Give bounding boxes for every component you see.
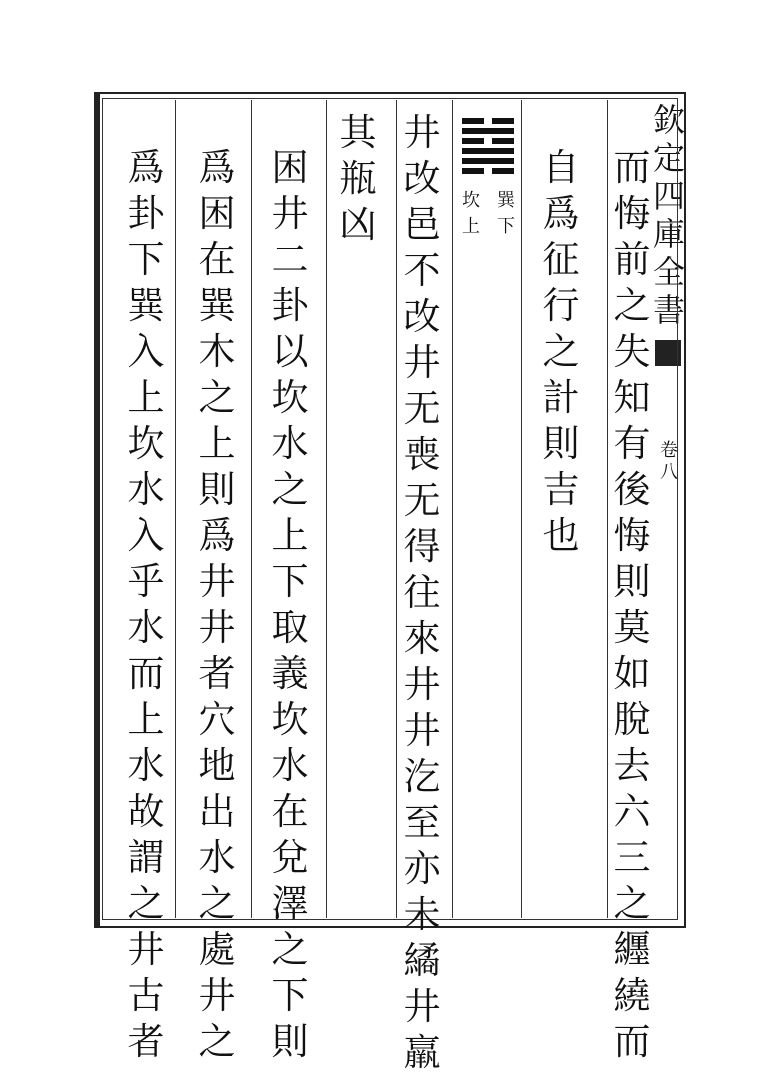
- glyph: 庫: [652, 215, 685, 253]
- glyph: 繘: [403, 939, 441, 982]
- small-note-lower: [462, 188, 480, 240]
- glyph: 井: [403, 985, 441, 1028]
- glyph: 之: [542, 330, 580, 373]
- glyph: 而: [127, 652, 165, 695]
- page-frame: [96, 92, 686, 928]
- glyph: 水: [127, 468, 165, 511]
- glyph: 坎: [271, 698, 309, 741]
- glyph: 去: [613, 744, 651, 787]
- glyph: 井: [198, 560, 236, 603]
- column-rule: [521, 100, 522, 918]
- glyph: 井: [198, 974, 236, 1017]
- glyph: 在: [271, 790, 309, 833]
- glyph: 繞: [613, 974, 651, 1017]
- text-column-1: [604, 145, 660, 1065]
- glyph: 義: [271, 652, 309, 695]
- hexagram-jing-icon: [462, 116, 520, 176]
- text-column-5: [330, 110, 386, 248]
- glyph: 井: [198, 606, 236, 649]
- text-column-2: [533, 145, 589, 559]
- glyph: 井: [271, 192, 309, 235]
- glyph: 坎: [271, 376, 309, 419]
- glyph: 則: [271, 1020, 309, 1063]
- glyph: 書: [652, 291, 685, 329]
- glyph: 有: [613, 422, 651, 465]
- glyph: 欽: [652, 101, 685, 139]
- glyph: 者: [127, 1020, 165, 1063]
- glyph: 凶: [339, 203, 377, 246]
- glyph: 巽: [198, 284, 236, 327]
- glyph: 莫: [613, 606, 651, 649]
- glyph: 无: [403, 479, 441, 522]
- glyph: 如: [613, 652, 651, 695]
- glyph: 故: [127, 790, 165, 833]
- glyph: 羸: [403, 1031, 441, 1074]
- glyph: 穴: [198, 698, 236, 741]
- glyph: 井: [403, 709, 441, 752]
- glyph: 行: [542, 284, 580, 327]
- glyph: 知: [613, 376, 651, 419]
- glyph: 謂: [127, 836, 165, 879]
- glyph: 井: [403, 111, 441, 154]
- glyph: 計: [542, 376, 580, 419]
- glyph: 困: [198, 192, 236, 235]
- glyph: 水: [271, 422, 309, 465]
- glyph: 上: [271, 514, 309, 557]
- glyph: 出: [198, 790, 236, 833]
- glyph: 之: [127, 882, 165, 925]
- glyph: 入: [127, 330, 165, 373]
- glyph: 卦: [127, 192, 165, 235]
- glyph: 不: [403, 249, 441, 292]
- glyph: 乎: [127, 560, 165, 603]
- glyph: 之: [198, 1020, 236, 1063]
- glyph: 下: [271, 560, 309, 603]
- glyph: 則: [542, 422, 580, 465]
- glyph: 纒: [613, 928, 651, 971]
- glyph: 脫: [613, 698, 651, 741]
- glyph: 下: [497, 216, 515, 237]
- glyph: 澤: [271, 882, 309, 925]
- glyph: 爲: [127, 146, 165, 189]
- glyph: 邑: [403, 203, 441, 246]
- glyph: 則: [613, 560, 651, 603]
- glyph: 得: [403, 525, 441, 568]
- glyph: 吉: [542, 468, 580, 511]
- glyph: 處: [198, 928, 236, 971]
- glyph: 而: [613, 146, 651, 189]
- glyph: 爲: [198, 146, 236, 189]
- glyph: 巽: [127, 284, 165, 327]
- glyph: 水: [127, 744, 165, 787]
- glyph: 而: [613, 1020, 651, 1063]
- column-rule: [452, 100, 453, 918]
- glyph: 後: [613, 468, 651, 511]
- glyph: 征: [542, 238, 580, 281]
- glyph: 下: [127, 238, 165, 281]
- glyph: 往: [403, 571, 441, 614]
- glyph: 全: [652, 253, 685, 291]
- glyph: 取: [271, 606, 309, 649]
- column-rule: [251, 100, 252, 918]
- column-rule: [175, 100, 176, 918]
- glyph: 之: [271, 468, 309, 511]
- glyph: 在: [198, 238, 236, 281]
- glyph: 也: [542, 514, 580, 557]
- glyph: 卷: [660, 440, 678, 461]
- glyph: 兌: [271, 836, 309, 879]
- glyph: 井: [403, 341, 441, 384]
- glyph: 前: [613, 238, 651, 281]
- text-column-8: [118, 145, 174, 1065]
- glyph: 入: [127, 514, 165, 557]
- glyph: 地: [198, 744, 236, 787]
- glyph: 未: [403, 893, 441, 936]
- glyph: 定: [652, 139, 685, 177]
- small-note-upper: [497, 188, 515, 240]
- glyph: 者: [198, 652, 236, 695]
- glyph: 井: [403, 663, 441, 706]
- glyph: 之: [613, 284, 651, 327]
- column-rule: [326, 100, 327, 918]
- glyph: 上: [198, 422, 236, 465]
- glyph: 之: [198, 376, 236, 419]
- glyph: 悔: [613, 192, 651, 235]
- glyph: 上: [127, 698, 165, 741]
- glyph: 來: [403, 617, 441, 660]
- glyph: 改: [403, 157, 441, 200]
- glyph: 无: [403, 387, 441, 430]
- glyph: 瓶: [339, 157, 377, 200]
- glyph: 上: [127, 376, 165, 419]
- glyph: 汔: [403, 755, 441, 798]
- glyph: 失: [613, 330, 651, 373]
- glyph: 之: [198, 882, 236, 925]
- glyph: 水: [127, 606, 165, 649]
- glyph: 水: [198, 836, 236, 879]
- text-column-7: [189, 145, 245, 1065]
- glyph: 喪: [403, 433, 441, 476]
- glyph: 坎: [127, 422, 165, 465]
- glyph: 坎: [462, 190, 480, 211]
- glyph: 巽: [497, 190, 515, 211]
- glyph: 困: [271, 146, 309, 189]
- glyph: 以: [271, 330, 309, 373]
- glyph: 之: [271, 928, 309, 971]
- glyph: 自: [542, 146, 580, 189]
- glyph: 爲: [542, 192, 580, 235]
- glyph: 改: [403, 295, 441, 338]
- glyph: 悔: [613, 514, 651, 557]
- text-column-6: [262, 145, 318, 1065]
- glyph: 爲: [198, 514, 236, 557]
- glyph: 二: [271, 238, 309, 281]
- glyph: 四: [652, 177, 685, 215]
- glyph: 至: [403, 801, 441, 844]
- glyph: 三: [613, 836, 651, 879]
- glyph: 亦: [403, 847, 441, 890]
- page-border-left: [94, 92, 100, 928]
- glyph: 卦: [271, 284, 309, 327]
- glyph: 木: [198, 330, 236, 373]
- glyph: 井: [127, 928, 165, 971]
- glyph: 上: [462, 216, 480, 237]
- text-column-4: [394, 110, 450, 1076]
- glyph: 其: [339, 111, 377, 154]
- glyph: 八: [660, 462, 678, 483]
- glyph: 六: [613, 790, 651, 833]
- glyph: 則: [198, 468, 236, 511]
- glyph: 水: [271, 744, 309, 787]
- glyph: 古: [127, 974, 165, 1017]
- glyph: 下: [271, 974, 309, 1017]
- glyph: 之: [613, 882, 651, 925]
